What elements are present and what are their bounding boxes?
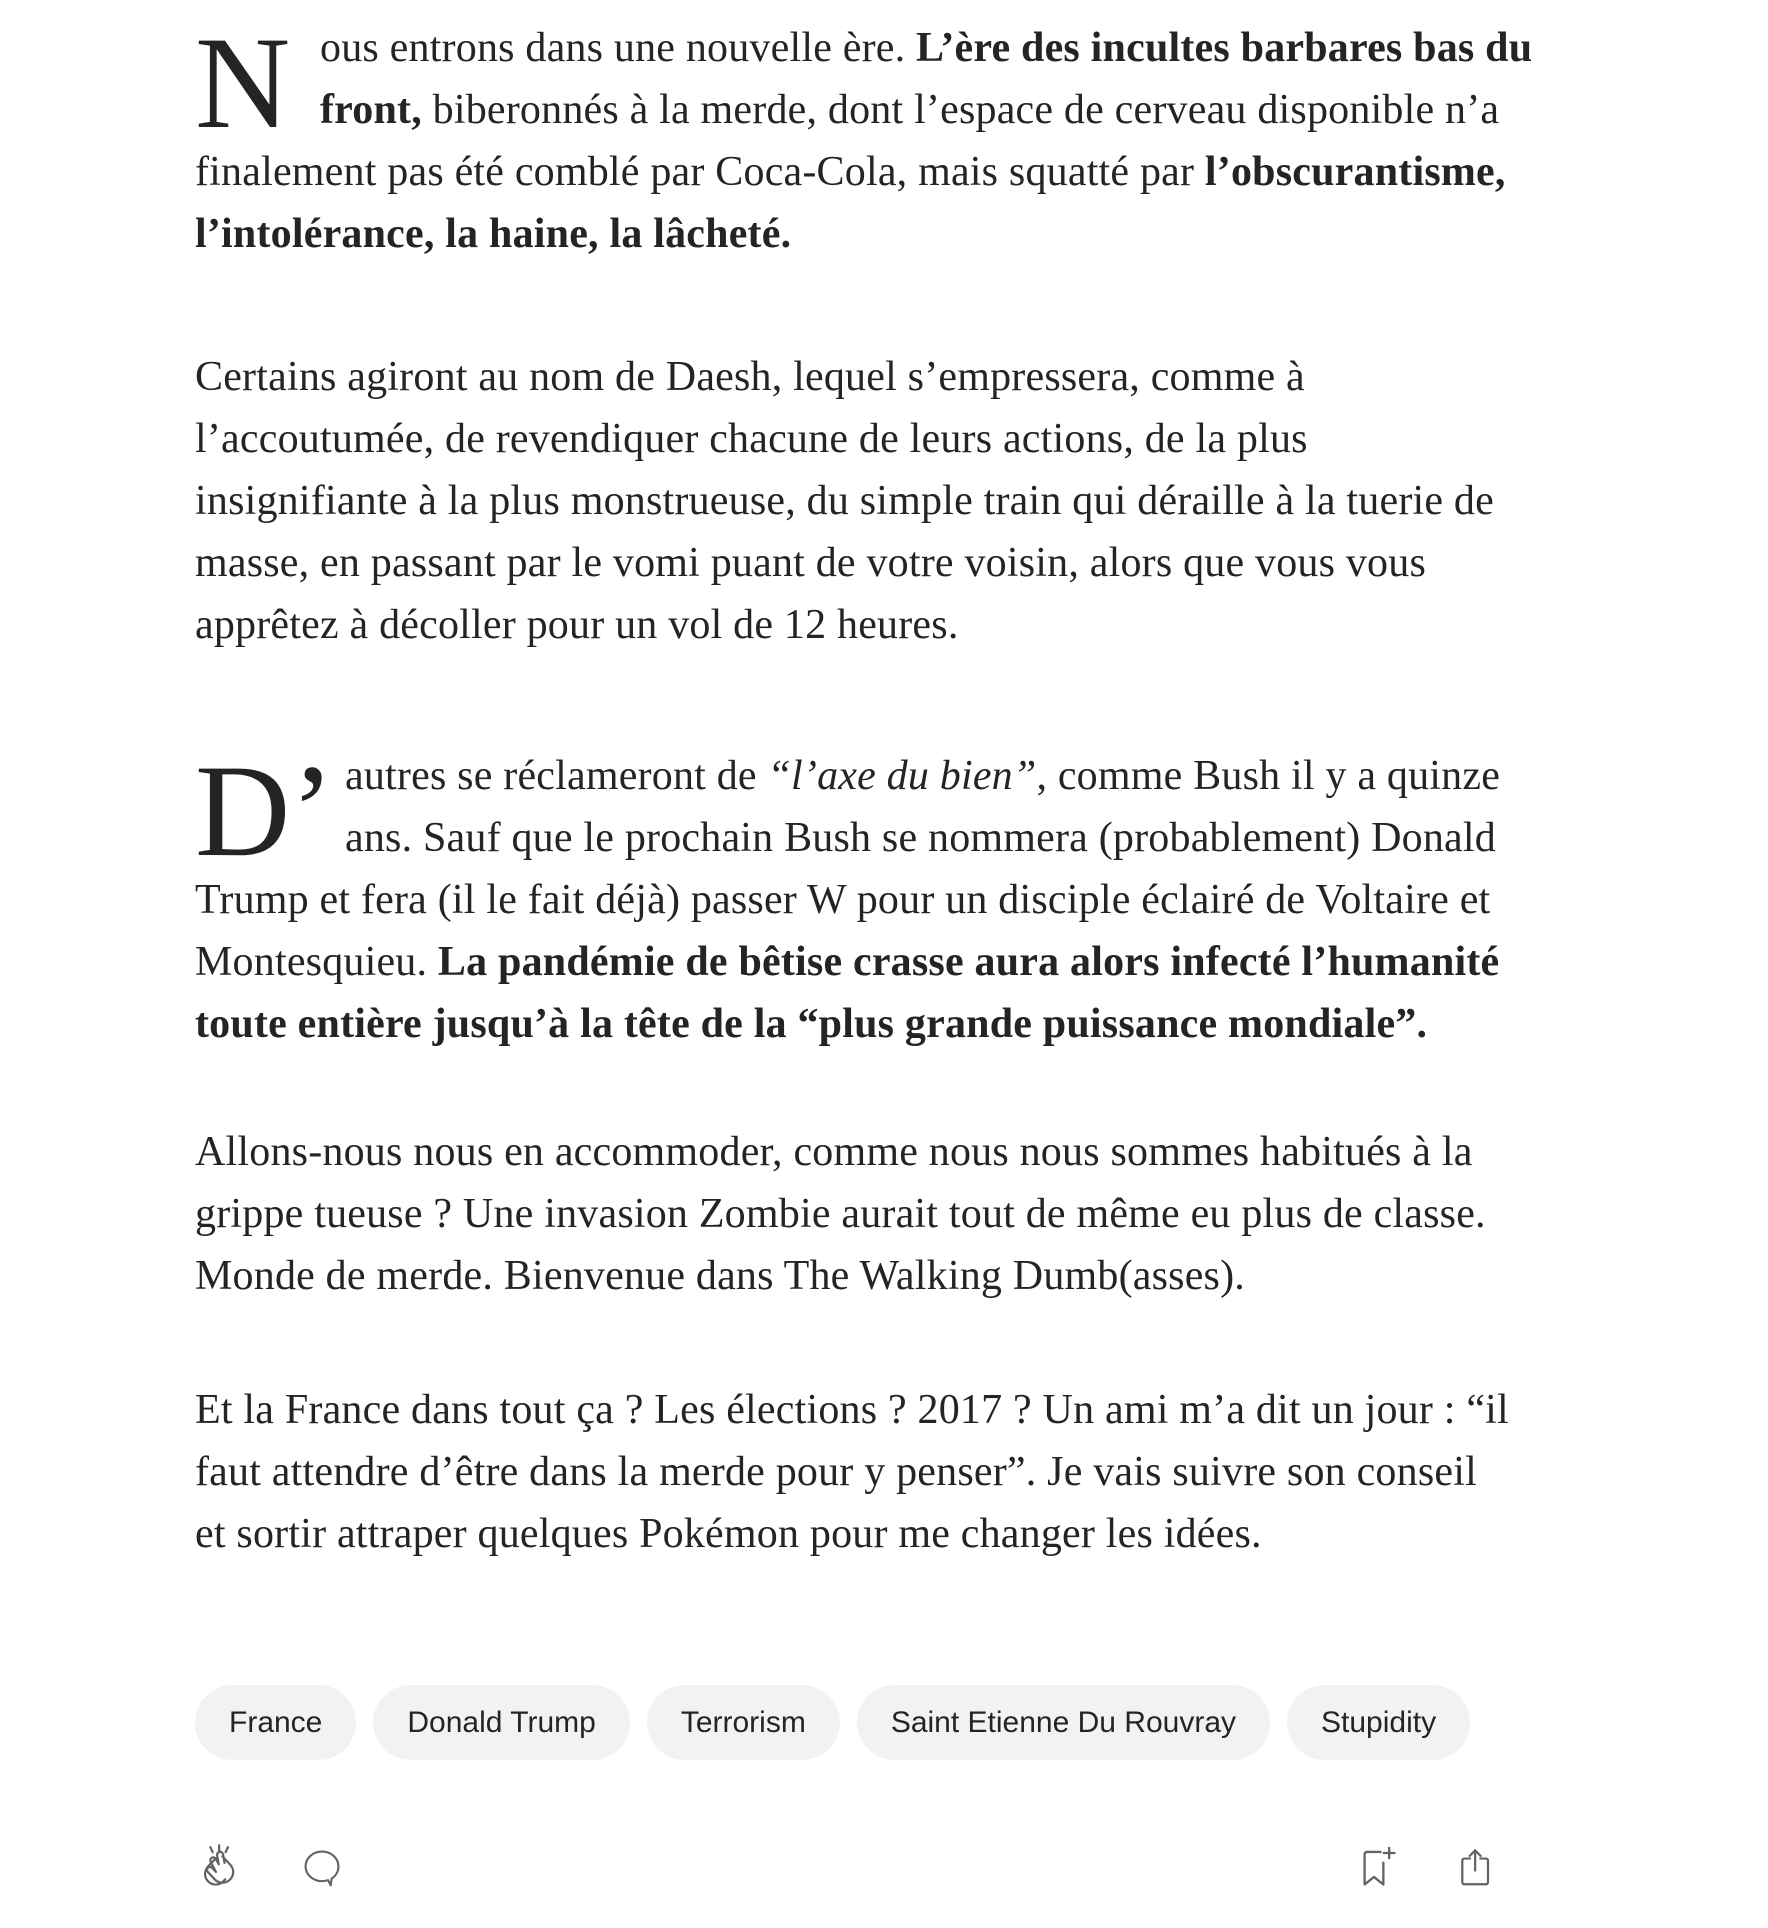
text-line: ans. Sauf que le prochain Bush se nommera (probablement) Donald [345,815,1496,861]
tag-pill-france[interactable]: France [195,1685,356,1760]
footer-actions [195,1842,1553,1894]
text-line: insignifiante à la plus monstrueuse, du simple train qui déraille à la tuerie de [195,478,1494,524]
text-line: apprêtez à décoller pour un vol de 12 heures. [195,602,959,648]
text-line: l’intolérance, la haine, la lâcheté. [195,211,792,257]
tag-pill-donald-trump[interactable]: Donald Trump [373,1685,629,1760]
bookmark-add-button[interactable] [1353,1843,1403,1893]
text-line: l’accoutumée, de revendiquer chacune de leurs actions, de la plus [195,416,1308,462]
text-line: Et la France dans tout ça ? Les élections ? 2017 ? Un ami m’a dit un jour : “il [195,1387,1509,1433]
drop-cap: D’ [195,737,335,884]
text-line: Allons-nous nous en accommoder, comme nous nous sommes habitués à la [195,1129,1473,1175]
text-line: Montesquieu. La pandémie de bêtise crasse aura alors infecté l’humanité [195,939,1500,985]
response-bubble-icon [299,1844,345,1892]
share-button[interactable] [1452,1843,1500,1893]
text-line: front, biberonnés à la merde, dont l’espace de cerveau disponible n’a [320,87,1500,133]
article-paragraph [195,9,1768,265]
clap-button[interactable] [195,1842,247,1894]
text-line: et sortir attraper quelques Pokémon pour me changer les idées. [195,1511,1262,1557]
article-paragraph [195,346,1768,656]
text-line: finalement pas été comblé par Coca-Cola, mais squatté par l’obscurantisme, [195,149,1506,195]
clap-icon [195,1842,247,1894]
bookmark-add-icon [1353,1843,1403,1893]
tag-pill-saint-etienne-du-rouvray[interactable]: Saint Etienne Du Rouvray [857,1685,1270,1760]
footer-right-group [1353,1843,1500,1893]
tag-pill-terrorism[interactable]: Terrorism [647,1685,840,1760]
text-line: Monde de merde. Bienvenue dans The Walking Dumb(asses). [195,1253,1245,1299]
drop-cap: N [195,9,291,156]
text-line: Certains agiront au nom de Daesh, lequel s’empressera, comme à [195,354,1305,400]
text-line: toute entière jusqu’à la tête de la “plus grande puissance mondiale”. [195,1001,1428,1047]
respond-button[interactable] [299,1844,345,1892]
text-line: faut attendre d’être dans la merde pour y penser”. Je vais suivre son conseil [195,1449,1477,1495]
tags-row [195,1685,1768,1760]
tag-pill-stupidity[interactable]: Stupidity [1287,1685,1470,1760]
share-icon [1452,1843,1500,1893]
text-line: masse, en passant par le vomi puant de votre voisin, alors que vous vous [195,540,1427,586]
text-line: grippe tueuse ? Une invasion Zombie aurait tout de même eu plus de classe. [195,1191,1486,1237]
article-paragraph [195,1121,1768,1307]
text-line: autres se réclameront de “l’axe du bien”, comme Bush il y a quinze [345,753,1501,799]
text-line: ous entrons dans une nouvelle ère. L’ère des incultes barbares bas du [320,25,1533,71]
text-line: Trump et fera (il le fait déjà) passer W pour un disciple éclairé de Voltaire et [195,877,1491,923]
footer-left-group [195,1842,345,1894]
article-paragraph [195,737,1768,1055]
article-paragraph [195,1379,1768,1565]
